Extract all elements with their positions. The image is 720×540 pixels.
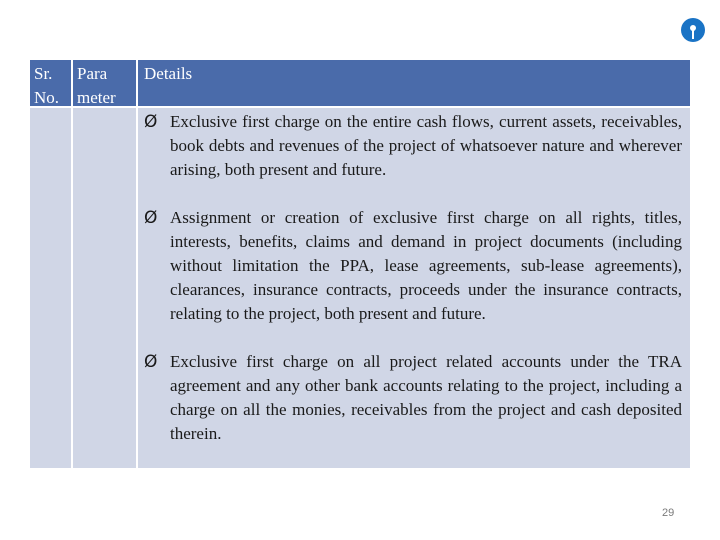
arrow-bullet-icon: Ø [144,208,158,228]
column-divider [136,60,138,468]
column-divider [71,60,73,468]
security-table [30,60,690,468]
page-number: 29 [662,507,675,519]
arrow-bullet-icon: Ø [144,112,158,132]
list-item-text: Assignment or creation of exclusive first charge on all rights, titles, interests, benefits, claims and demand in project documents (including without limitation the PPA, lease agreements, sub-lease agreements), clearances, insurance contracts, proceeds under the insurance contracts, relating to the project, both present and future. [170,208,682,323]
logo-keyhole-slot [692,30,694,39]
details-list [144,110,682,470]
header-parameter: Para meter [77,64,116,107]
table-header-row [30,60,690,106]
header-details: Details [144,64,193,83]
header-sr-no: Sr. No. [34,64,60,107]
list-item-text: Exclusive first charge on all project related accounts under the TRA agreement and any other bank accounts relating to the project, including a charge on all the monies, receivables from the project and cash deposited therein. [170,352,682,443]
list-item [144,350,682,446]
list-item [144,110,682,182]
arrow-bullet-icon: Ø [144,352,158,372]
sbi-logo-icon [681,18,705,42]
list-item-text: Exclusive first charge on the entire cash flows, current assets, receivables, book debts and revenues of the project of whatsoever nature and wherever arising, both present and future. [170,112,682,179]
row-divider [30,106,690,108]
list-item [144,206,682,326]
